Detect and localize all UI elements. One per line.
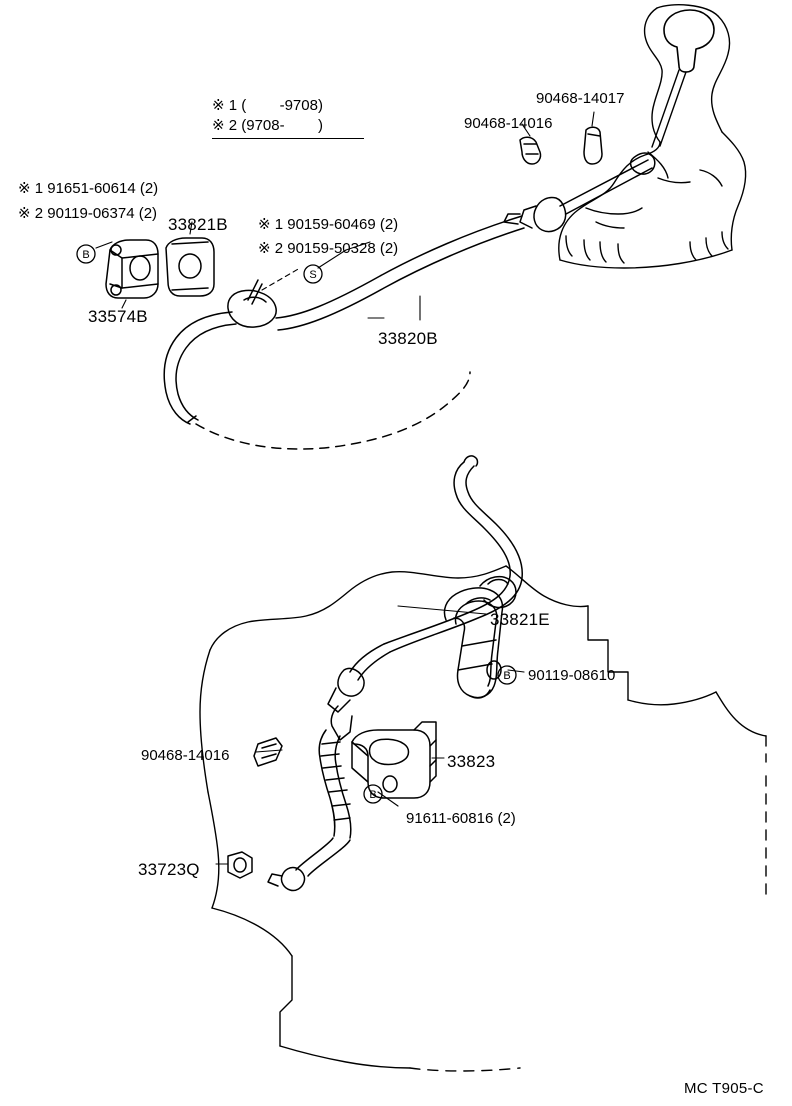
label-part-33823: 33823 (447, 752, 496, 771)
clip-90468-14017-art (584, 127, 602, 164)
label-part-33820B: 33820B (378, 329, 438, 348)
legend-box (212, 96, 364, 139)
callout-glyph-S: S (309, 269, 317, 281)
legend-line-2: ※ 2 (9708- ) (212, 117, 323, 134)
bracket-33823 (352, 722, 436, 798)
label-bolt-90159-60469: ※ 1 90159-60469 (2) (258, 216, 399, 233)
label-part-33821B: 33821B (168, 215, 228, 234)
label-part-33821E: 33821E (490, 610, 550, 629)
label-clip-90468-14016-top: 90468-14016 (464, 115, 553, 132)
bracket-33574B (106, 240, 158, 298)
callout-glyph-B1: B (82, 249, 90, 261)
label-bolt-90159-50328: ※ 2 90159-50328 (2) (258, 240, 399, 257)
transmission-case-outline (559, 5, 746, 268)
label-clip-90468-14016-bottom: 90468-14016 (141, 747, 230, 764)
diagram-code: MC T905-C (684, 1080, 764, 1097)
callout-glyph-B3: B (369, 789, 377, 801)
shift-cable-33820B (164, 153, 655, 449)
callout-circles (77, 245, 516, 803)
label-part-33723Q: 33723Q (138, 860, 200, 879)
bracket-33821B (166, 238, 214, 296)
label-part-33574B: 33574B (88, 307, 148, 326)
label-nut-91651: ※ 1 91651-60614 (2) (18, 180, 159, 197)
label-bolt-91611-60816: 91611-60816 (2) (406, 810, 516, 827)
label-clip-90468-14017: 90468-14017 (536, 90, 625, 107)
legend-line-1: ※ 1 ( -9708) (212, 97, 323, 114)
label-nut-90119-06374: ※ 2 90119-06374 (2) (18, 205, 158, 222)
label-nut-90119-08610: 90119-08610 (528, 667, 616, 684)
callout-glyph-B2: B (503, 670, 511, 682)
clip-90468-14016-top-art (520, 137, 541, 164)
nut-33723Q-art (228, 852, 252, 878)
